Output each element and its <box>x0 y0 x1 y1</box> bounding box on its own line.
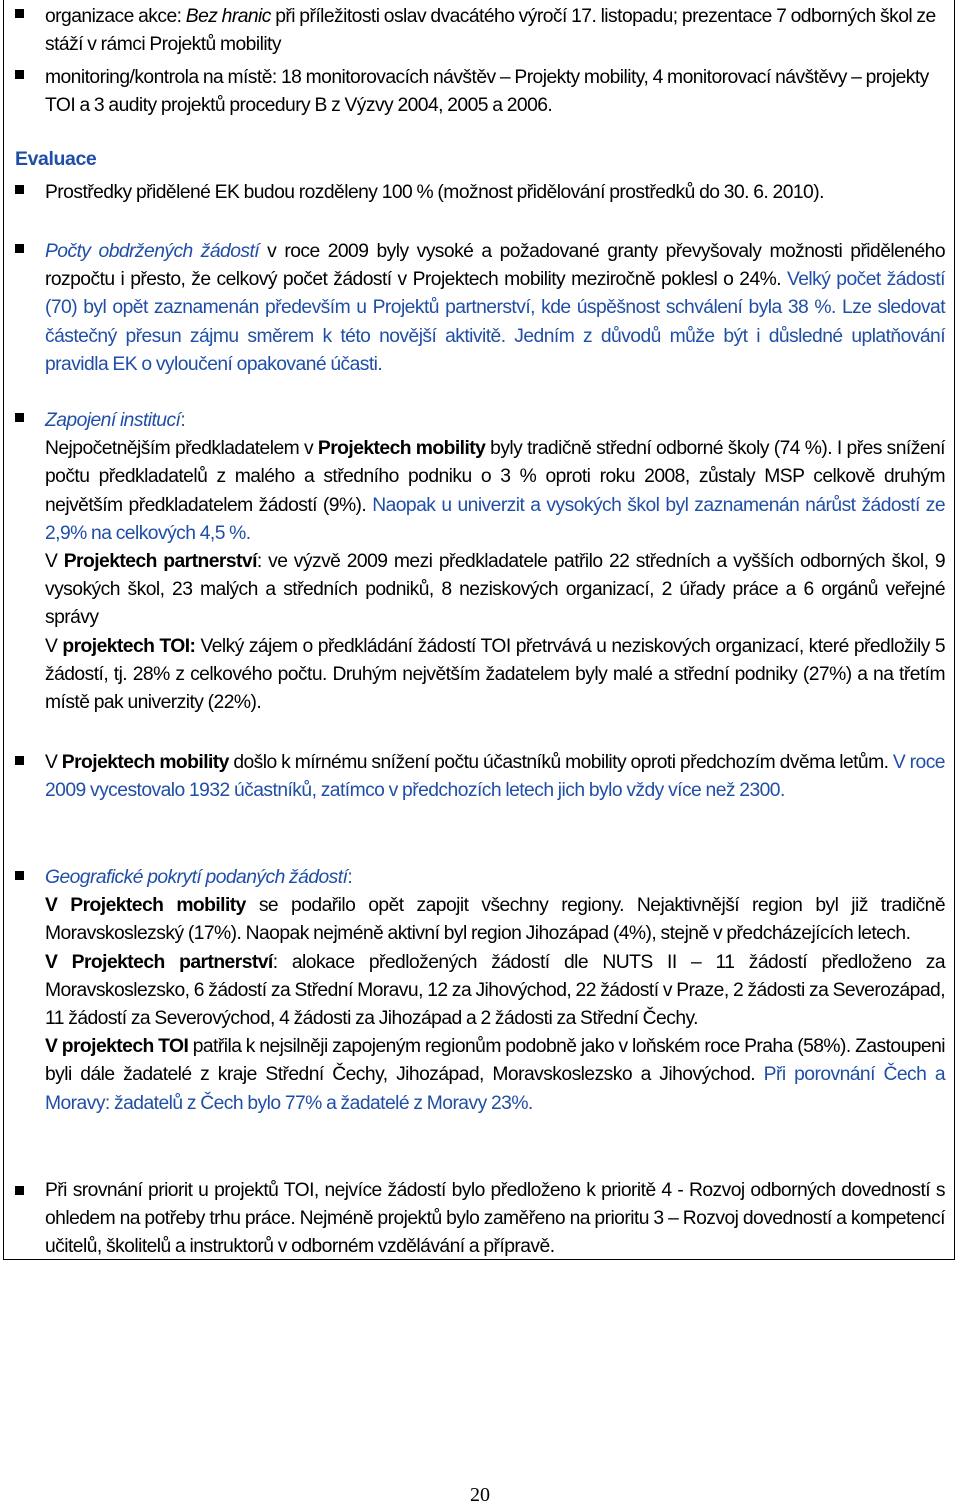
page-number: 20 <box>470 1484 490 1506</box>
text-run: monitoring/kontrola na místě: 18 monitorovacích návštěv – Projekty mobility, 4 monitorovací návštěvy – projekty TOI a 3 audity projektů procedury B z Výzvy 2004, 2005 a 2006. <box>45 67 929 117</box>
bullet-marker <box>15 185 24 194</box>
geography-paragraph-mobility <box>45 892 945 948</box>
bullet-item-requests <box>45 238 945 379</box>
text-run: došlo k mírnému snížení počtu účastníků mobility oproti předchozím dvěma letům. <box>228 752 889 773</box>
text-run: byly tradičně střední odborné školy (74 %). I přes snížení počtu předkladatelů z malého a středního podniku o 3 % oproti roku 2008, zůstaly MSP celkově druhým největším předkladatelem žádostí (9%). <box>45 438 945 516</box>
text-run: : <box>180 410 186 431</box>
text-run: V <box>45 635 63 657</box>
text-run: : ve výzvě 2009 mezi předkladatele patřilo 22 středních a vyšších odborných škol, 9 vysokých škol, 23 malých a středních podniků, 8 neziskových organizací, 2 úřady práce a 6 orgánů veřejné správy <box>45 551 945 629</box>
event-name: Bez hranic <box>185 6 271 27</box>
text-run-bold: V projektech TOI <box>45 1036 189 1058</box>
institutions-paragraph-mobility <box>45 435 945 548</box>
institutions-lead: Zapojení institucí <box>45 410 181 431</box>
bullet-item-event <box>45 3 945 59</box>
text-run: Velký zájem o předkládání žádostí TOI přetrvává u neziskových organizací, které předložily 5 žádostí, tj. 28% z celkového počtu. Druhým největším žadatelem byly malé a střední podniky (27%) a na třetím místě pak univerzity (22%). <box>45 635 945 714</box>
geography-lead: Geografické pokrytí podaných žádostí <box>45 867 348 888</box>
bullet-marker <box>15 871 24 880</box>
bullet-marker <box>15 9 24 18</box>
text-run-bold: V Projektech mobility <box>45 895 246 917</box>
text-run: při příležitosti oslav dvacátého výročí 17. listopadu; prezentace 7 odborných škol ze stáží v rámci Projektů mobility <box>45 6 936 56</box>
text-run-bold: Projektech mobility <box>61 752 229 773</box>
text-run: V <box>45 551 64 573</box>
text-run-blue: V roce 2009 vycestovalo 1932 účastníků, zatímco v předchozích letech jich bylo vždy více než 2300. <box>45 752 945 802</box>
text-run-blue: Velký počet žádostí (70) byl opět zaznamenán především u Projektů partnerství, kde úspěšnost schválení byla 38 %. Lze sledovat částečný přesun zájmu směrem k této novější aktivitě. Jedním z důvodů může být i důsledné uplatňování pravidla EK o vyloučení opakované účasti. <box>45 269 945 375</box>
bullet-item-priorities: Při srovnání priorit u projektů TOI, nejvíce žádostí bylo předloženo k prioritě 4 - Rozvoj odborných dovedností s ohledem na potřeby trhu práce. Nejméně projektů bylo zaměřeno na prioritu 3 – Rozvoj dovedností a kompetencí učitelů, školitelů a instruktorů v odborném vzdělávání a přípravě. <box>45 1180 945 1258</box>
section-heading: Evaluace <box>15 148 97 170</box>
text-run: : <box>347 867 353 888</box>
text-run: V <box>45 752 62 773</box>
requests-lead: Počty obdržených žádostí <box>45 241 260 262</box>
institutions-label-line <box>45 407 945 435</box>
text-run-blue: Naopak u univerzit a vysokých škol byl zaznamenán nárůst žádostí ze 2,9% na celkových 4,5 %. <box>45 494 945 544</box>
bullet-marker <box>15 756 24 765</box>
institutions-paragraph-partnership <box>45 548 945 633</box>
bullet-item-mobility-participants <box>45 749 945 805</box>
bullet-item-monitoring <box>45 64 945 120</box>
bullet-marker <box>15 1186 24 1195</box>
bullet-marker <box>15 70 24 79</box>
institutions-paragraph-toi <box>45 633 945 718</box>
bullet-item-funds: Prostředky přidělené EK budou rozděleny 100 % (možnost přidělování prostředků do 30. 6. 2010). <box>45 182 824 203</box>
text-run-bold: Projektech partnerství <box>63 551 257 573</box>
bullet-marker <box>15 413 24 422</box>
bullet-item-institutions <box>45 407 945 717</box>
text-run: : alokace předložených žádostí dle NUTS II – 11 žádostí předloženo za Moravskoslezsko, 6 žádostí za Střední Moravu, 12 za Jihovýchod, 22 žádostí v Praze, 2 žádosti za Severozápad, 11 žádostí za Severovýchod, 4 žádosti za Jihozápad a 2 žádosti za Střední Čechy. <box>45 951 945 1030</box>
geography-label-line <box>45 864 945 892</box>
text-run-bold: V Projektech partnerství <box>45 951 273 973</box>
text-run: organizace akce: <box>45 6 186 27</box>
text-run: v roce 2009 byly vysoké a požadované granty převyšovaly možnosti přiděleného rozpočtu i přesto, že celkový počet žádostí v Projektech mobility meziročně poklesl o 24%. <box>45 241 945 291</box>
text-run-bold: Projektech mobility <box>317 438 486 460</box>
bullet-item-geography <box>45 864 945 1118</box>
text-run: patřila k nejsilněji zapojeným regionům podobně jako v loňském roce Praha (58%). Zastoupeni byli dále žadatelé z kraje Střední Čechy, Jihozápad, Moravskoslezsko a Jihovýchod. <box>45 1036 945 1086</box>
geography-paragraph-toi <box>45 1033 945 1118</box>
text-run-blue: Při porovnání Čech a Moravy: žadatelů z Čech bylo 77% a žadatelé z Moravy 23%. <box>45 1064 946 1114</box>
text-run-bold: projektech TOI: <box>62 635 196 657</box>
geography-paragraph-partnership <box>45 949 945 1034</box>
text-run: se podařilo opět zapojit všechny regiony. Nejaktivnější region byl již tradičně Moravskoslezský (17%). Naopak nejméně aktivní byl region Jihozápad (4%), stejně v předcházejících letech. <box>45 895 945 945</box>
text-run: Nejpočetnějším předkladatelem v <box>45 438 318 460</box>
bullet-marker <box>15 244 24 253</box>
